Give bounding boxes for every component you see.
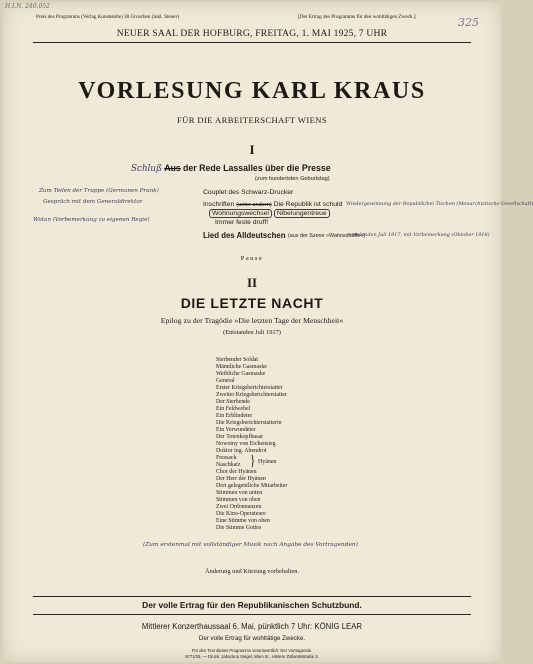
- cast-item: Zwei Ordonnanzen: [216, 504, 262, 511]
- part-two-title: DIE LETZTE NACHT: [180, 295, 324, 311]
- inscription-housing: Wohnungswechsel: [209, 209, 272, 218]
- pause-label: Pause: [240, 255, 264, 262]
- song-title: Lied des Alldeutschen: [203, 231, 286, 240]
- cast-item: Der Totenkopfhusar: [216, 434, 264, 441]
- cast-item: Der Sterbende: [216, 399, 250, 406]
- cast-item: Männliche Gasmaske: [216, 364, 267, 371]
- changes-note: Änderung und Kürzung vorbehalten.: [204, 568, 300, 575]
- cast-item: Weibliche Gasmaske: [216, 371, 266, 378]
- next-title: KÖNIG LEAR: [314, 622, 363, 631]
- footer-rule-top: [33, 596, 471, 597]
- couplet: Couplet des Schwarz-Drucker: [203, 189, 294, 196]
- cast-item: Drei gelegentliche Mitarbeiter: [216, 483, 288, 490]
- inscription-druff: Immer feste druff!: [215, 219, 269, 226]
- lassalle-heading: der Rede Lassalles über die Presse: [183, 163, 331, 173]
- imprint-2: 5771/25. — Druck: Jahoda & Siegel, Wien III., Hintere Zollamtsstraße 3.: [185, 654, 319, 659]
- part-two-numeral: II: [246, 275, 258, 290]
- hand-note-left-1: Zum Teilen der Truppe (Germanen Prunk): [39, 188, 159, 194]
- hyaenen-brace: }: [250, 453, 256, 469]
- cast-item: Die Kriegsberichterstatterin: [216, 420, 282, 427]
- cast-item: Stimmen von unten: [216, 490, 263, 497]
- inscriptions-line-2: [209, 210, 330, 217]
- archive-page-number: 325: [458, 16, 479, 29]
- header-rule: [33, 42, 471, 43]
- inscriptions-struck: (unter andern): [236, 202, 272, 208]
- hand-note-left-3: Wotan (Vorbemerkung zu eigenen Regie): [33, 217, 150, 223]
- cast-item: Doktor ing. Abendrot: [216, 448, 267, 455]
- program-sheet: [3, 2, 533, 662]
- cast-item: Die Stimme Gottes: [216, 525, 262, 532]
- page-subtitle: FÜR DIE ARBEITERSCHAFT WIENS: [176, 115, 328, 125]
- cast-item: Nowotny von Eichensieg: [216, 441, 276, 448]
- imprint-1: Für den Text dieses Programms verantwortlich: Der Vortragende.: [191, 648, 313, 653]
- hand-note-right-1: Wiedergewinnung der Republik/bei Tischen (Monarchistische Gesellschaft): [346, 201, 533, 207]
- cast-item: Die Kino-Operateure: [216, 511, 266, 518]
- next-event: Mittlerer Konzerthaussaal 6. Mai, pünktlich 7 Uhr:: [141, 622, 313, 631]
- cast-item: General: [216, 378, 235, 385]
- cast-item: Der Herr der Hyänen: [216, 476, 266, 483]
- inscription-republic: Die Republik ist schuld: [273, 201, 343, 208]
- hand-prefix: Schluß: [131, 164, 162, 174]
- cast-item: Naschkatz: [216, 462, 241, 469]
- cast-item: Stimmen von oben: [216, 497, 261, 504]
- page-title: VORLESUNG KARL KRAUS: [78, 78, 426, 104]
- part-one-numeral: I: [249, 142, 255, 157]
- written-date: (Entstanden Juli 1917): [223, 329, 281, 336]
- cast-item: Ein Verwundeter: [216, 427, 256, 434]
- song-note: (aus der Szene »Wahnschaffe«): [288, 233, 366, 239]
- struck-word: Aus: [164, 163, 181, 173]
- cast-item: Eine Stimme von oben: [216, 518, 270, 525]
- hand-music-note: (Zum erstenmal mit vollständiger Musik nach Angabe des Vortragenden): [143, 542, 358, 548]
- cast-item: Chor der Hyänen: [216, 469, 257, 476]
- next-proceeds: Der volle Ertrag für wohltätige Zwecke.: [198, 635, 306, 642]
- archive-signature: H.I.N. 240.052: [5, 3, 50, 10]
- part-one-heading: [131, 163, 331, 174]
- inscriptions-line: [203, 201, 342, 208]
- cast-item: Ein Erblindeter: [216, 413, 253, 420]
- proceeds-line: Der volle Ertrag für den Republikanischen Schutzbund.: [142, 600, 362, 610]
- cast-item: Zweiter Kriegsberichterstatter: [216, 392, 287, 399]
- proceeds-note: [Der Ertrag des Programms für den wohltätigen Zweck.]: [298, 14, 416, 20]
- hyaenen-label: Hyänen: [258, 459, 277, 465]
- cast-item: Erster Kriegsberichterstatter: [216, 385, 283, 392]
- cast-item: Ein Feldwebel: [216, 406, 251, 413]
- cast-list: [216, 357, 287, 532]
- heading-note: (zum hundertsten Geburtstag): [255, 176, 330, 182]
- inscriptions-label: Inschriften: [203, 201, 235, 208]
- hand-note-right-2: (entstanden Juli 1917, mit Vorbemerkung (Oktober 1918): [347, 232, 490, 238]
- hand-note-left-2: Gespräch mit dem Generaldirektor: [43, 199, 143, 205]
- epilog-line: Epilog zu der Tragödie »Die letzten Tage der Menschheit«: [160, 316, 344, 325]
- venue-line: NEUER SAAL DER HOFBURG, FREITAG, 1. MAI 1925, 7 UHR: [116, 28, 388, 39]
- cast-item: Sterbender Soldat: [216, 357, 259, 363]
- footer-rule-bottom: [33, 614, 471, 615]
- price-note: Preis des Programms (Verlag Kunststelle) 30 Groschen (inkl. Steuer): [36, 14, 180, 20]
- inscription-nibelungen: Nibelungentreue: [274, 209, 330, 218]
- next-event-line: [3, 622, 501, 631]
- cast-item: Fressack: [216, 455, 237, 462]
